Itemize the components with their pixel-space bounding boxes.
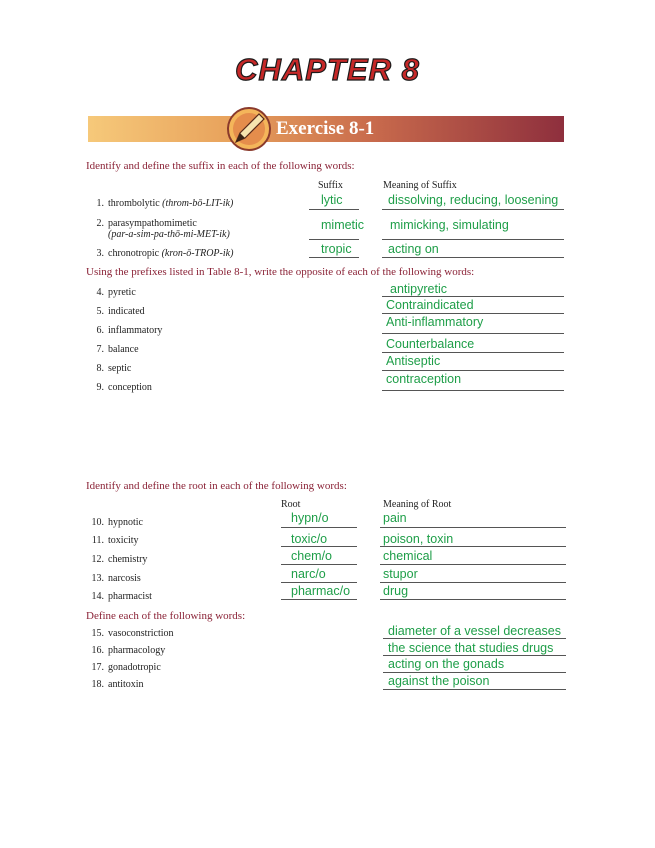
question-word: chronotropic [108,248,160,259]
question-word: thrombolytic [108,198,160,209]
question-number: 3. [96,248,104,259]
opposite-answer[interactable]: Contraindicated [386,298,474,312]
question-word: inflammatory [108,325,163,336]
question-number: 8. [96,363,104,374]
definition-answer[interactable]: acting on the gonads [388,657,505,671]
pronunciation: (par-a-sim-pa-thō-mi-MET-ik) [108,229,230,240]
question-8 [86,363,131,374]
meaning-answer[interactable]: stupor [383,567,418,581]
section2-instruction: Using the prefixes listed in Table 8-1, write the opposite of each of the following words: [86,266,475,278]
definition-answer[interactable]: the science that studies drugs [388,641,554,655]
opposite-answer[interactable]: Anti-inflammatory [386,315,484,329]
meaning-answer[interactable]: dissolving, reducing, loosening [388,193,559,207]
question-word: gonadotropic [108,662,161,673]
question-7 [86,344,139,355]
question-16 [86,645,165,656]
opposite-answer[interactable]: contraception [386,372,462,386]
question-2 [86,218,197,229]
question-word: pharmacology [108,645,166,656]
meaning-column-header: Meaning of Root [383,499,452,510]
question-number: 12. [91,554,104,565]
question-word: septic [108,363,132,374]
pronunciation: (throm-bō-LIT-ik) [162,198,234,209]
question-word: pharmacist [108,591,152,602]
question-number: 5. [96,306,104,317]
question-10 [86,517,143,528]
question-number: 11. [91,535,104,546]
meaning-answer[interactable]: mimicking, simulating [390,218,509,232]
root-answer[interactable]: chem/o [291,549,332,563]
question-number: 18. [91,679,104,690]
question-number: 15. [91,628,104,639]
opposite-answer[interactable]: antipyretic [390,282,447,296]
question-number: 2. [96,218,104,229]
meaning-answer[interactable]: poison, toxin [383,532,454,546]
meaning-column-header: Meaning of Suffix [383,180,457,191]
question-number: 7. [96,344,104,355]
pencil-icon [226,106,272,152]
question-1 [86,198,233,209]
question-5 [86,306,145,317]
meaning-answer[interactable]: drug [383,584,409,598]
question-word: narcosis [108,573,141,584]
question-word: hypnotic [108,517,143,528]
question-6 [86,325,162,336]
question-word: conception [108,382,152,393]
question-12 [86,554,147,565]
meaning-answer[interactable]: pain [383,511,407,525]
section3-instruction: Identify and define the root in each of the following words: [86,480,347,492]
suffix-answer[interactable]: lytic [321,193,343,207]
definition-answer[interactable]: diameter of a vessel decreases [388,624,562,638]
chapter-title: CHAPTER 8 [235,52,420,87]
question-number: 4. [96,287,104,298]
question-word: parasympathomimetic [108,218,197,229]
question-word: antitoxin [108,679,144,690]
question-11 [86,535,139,546]
question-number: 10. [91,517,104,528]
question-number: 6. [96,325,104,336]
root-column-header: Root [281,499,301,510]
question-word: vasoconstriction [108,628,174,639]
opposite-answer[interactable]: Antiseptic [386,354,441,368]
question-word: toxicity [108,535,139,546]
question-number: 9. [96,382,104,393]
question-number: 1. [96,198,104,209]
section4-instruction: Define each of the following words: [86,610,246,622]
pronunciation: (kron-ō-TROP-ik) [161,248,234,259]
meaning-answer[interactable]: chemical [383,549,433,563]
definition-answer[interactable]: against the poison [388,674,490,688]
question-word: indicated [108,306,145,317]
question-word: chemistry [108,554,148,565]
exercise-title: Exercise 8-1 [276,118,375,139]
opposite-answer[interactable]: Counterbalance [386,337,475,351]
question-number: 16. [91,645,104,656]
question-number: 13. [91,573,104,584]
suffix-answer[interactable]: mimetic [321,218,365,232]
question-4 [86,287,136,298]
root-answer[interactable]: hypn/o [291,511,329,525]
suffix-answer[interactable]: tropic [321,242,352,256]
question-15 [86,628,174,639]
question-13 [86,573,141,584]
question-word: pyretic [108,287,136,298]
question-3 [86,248,233,259]
root-answer[interactable]: pharmac/o [291,584,351,598]
question-18 [86,679,144,690]
question-number: 14. [91,591,104,602]
question-17 [86,662,161,673]
root-answer[interactable]: narc/o [291,567,326,581]
suffix-column-header: Suffix [318,180,343,191]
question-number: 17. [91,662,104,673]
question-9 [86,382,152,393]
section1-instruction: Identify and define the suffix in each of the following words: [86,160,355,172]
question-14 [86,591,152,602]
root-answer[interactable]: toxic/o [291,532,328,546]
question-word: balance [108,344,139,355]
meaning-answer[interactable]: acting on [388,242,439,256]
